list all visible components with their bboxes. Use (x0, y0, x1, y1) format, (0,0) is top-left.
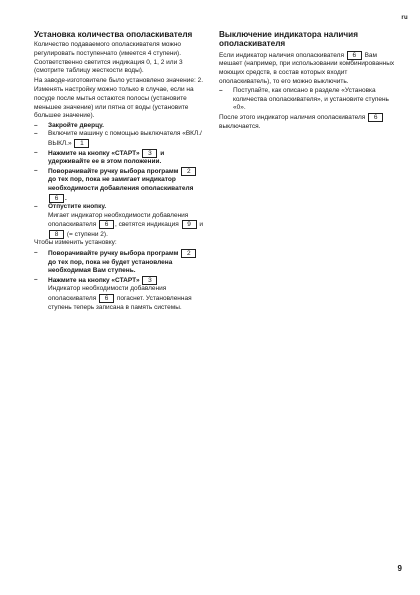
key-label: 6 (49, 194, 64, 203)
key-label: 8 (49, 230, 64, 239)
step-press-start: – Нажмите на кнопку «СТАРТ» 3 и удерживайте ее в этом положении. (34, 148, 165, 166)
key-label: 9 (182, 220, 197, 229)
key-label: 2 (181, 167, 196, 176)
step-release-button: – Отпустите кнопку. Мигает индикатор необходимости добавления ополаскивателя 6 , светятся индикация 9 и 8 (= ступени 2). (34, 203, 204, 238)
dash-icon: – (34, 275, 38, 283)
indicator-intro: Если индикатор наличия ополаскивателя 6 Вам мешает (например, при использовании комбинированных моющих средств, в состав которых входит ополаскиватель), то его можно выключить. (219, 51, 395, 85)
language-code: ru (401, 15, 408, 21)
dash-icon: – (34, 130, 38, 138)
right-column (219, 30, 395, 132)
step-close-door: – Закройте дверцу. (34, 121, 104, 129)
key-label: 6 (99, 294, 114, 303)
change-setting-note: Изменять настройку можно только в случае, если на посуде после мытья остаются полосы (установите меньшее значение) или пятна от воды (установите большее значение). (34, 86, 194, 120)
dash-icon: – (34, 203, 38, 211)
key-label: 6 (99, 220, 114, 229)
section-title-rinse-aid-amount: Установка количества ополаскивателя (34, 30, 193, 39)
step-confirm-start: – Нажмите на кнопку «СТАРТ» 3 Индикатор необходимости добавления ополаскивателя 6 погаснет. Установленная ступень теперь записана в память системы. (34, 276, 204, 312)
to-change-heading: Чтобы изменить установку: (34, 239, 117, 247)
dash-icon: – (34, 249, 38, 257)
key-label: 1 (74, 139, 89, 148)
section-title-indicator-off: Выключение индикатора наличия ополаскивателя (219, 30, 358, 49)
step-result: Индикатор необходимости добавления ополаскивателя 6 погаснет. Установленная ступень теперь записана в память системы. (48, 285, 192, 311)
step-result: Мигает индикатор необходимости добавления ополаскивателя 6 , светятся индикация 9 и 8 (= ступени 2). (48, 211, 204, 238)
key-label: 2 (181, 249, 196, 258)
factory-setting: На заводе-изготовителе было установлено значение: 2. (34, 76, 204, 84)
left-column (34, 30, 204, 312)
dash-icon: – (34, 166, 38, 174)
intro-paragraph: Количество подаваемого ополаскивателя можно регулировать поступенчато (имеется 4 ступени). Соответственно светится индикация 0, 1, 2 или 3 (смотрите таблицу жесткости воды). (34, 41, 183, 75)
key-label: 3 (142, 149, 157, 158)
indicator-result: После этого индикатор наличия ополаскивателя 6 выключается. (219, 113, 395, 131)
dash-icon: – (34, 148, 38, 156)
key-label: 6 (347, 51, 362, 60)
indicator-steps (219, 87, 395, 113)
key-label: 6 (368, 113, 383, 122)
steps-list (34, 122, 204, 240)
dash-icon: – (34, 121, 38, 129)
step-switch-on: – Включите машину с помощью выключателя «ВКЛ./ВЫКЛ.» 1 (34, 130, 202, 147)
step-select-level: – Поворачивайте ручку выбора программ 2 до тех пор, пока не будет установлена необходимая Вам ступень. (34, 249, 204, 276)
key-label: 3 (142, 276, 157, 285)
page-number: 9 (397, 564, 402, 573)
step-set-zero: – Поступайте, как описано в разделе «Установка количества ополаскивателя», и установите ступень «0». (219, 87, 389, 112)
steps-list-2 (34, 249, 204, 312)
dash-icon: – (219, 87, 223, 95)
step-turn-knob: – Поворачивайте ручку выбора программ 2 до тех пор, пока не замигает индикатор необходимости добавления ополаскивателя 6 . (34, 167, 204, 203)
